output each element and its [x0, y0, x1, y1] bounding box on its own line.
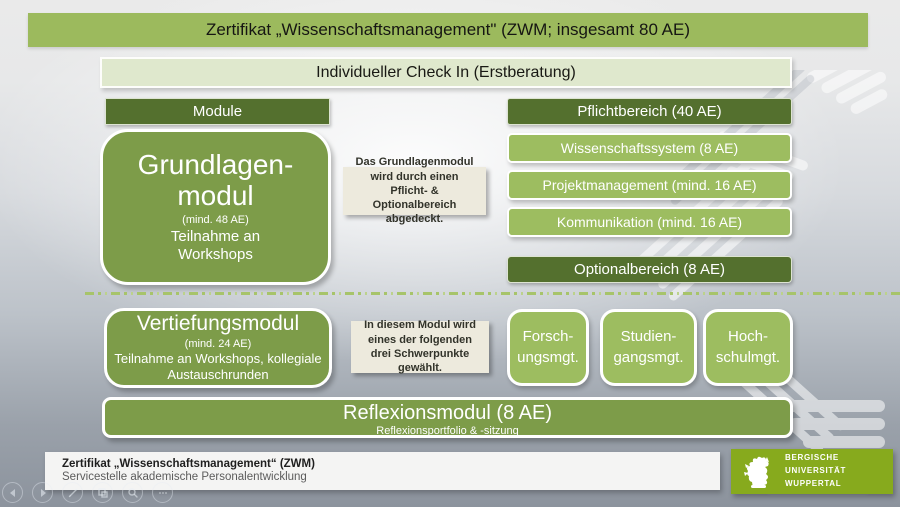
check-in-label: Individueller Check In (Erstberatung) — [316, 63, 576, 81]
reflexionsmodul-box — [102, 397, 793, 438]
pflicht-item-projektmanagement — [507, 170, 792, 200]
zoom-slide-button[interactable] — [122, 482, 143, 503]
grundlagenmodul-title-line2: modul — [177, 179, 254, 211]
schwerpunkt-label-line1: Forsch- — [522, 328, 574, 346]
pflicht-item-label: Wissenschaftssystem (8 AE) — [560, 140, 739, 156]
schwerpunkt-label-line2: gangsmgt. — [613, 348, 684, 366]
logo-line-universitaet: UNIVERSITÄT — [785, 466, 847, 476]
slide-title: Zertifikat „Wissenschaftsmanagement" (ZWM; insgesamt 80 AE) — [205, 20, 691, 39]
next-slide-button[interactable] — [32, 482, 53, 503]
arrow-right-icon — [37, 487, 49, 499]
see-all-slides-button[interactable] — [92, 482, 113, 503]
module-section-header — [105, 98, 330, 125]
vertiefungsmodul-ae-note: (mind. 24 AE) — [184, 337, 252, 350]
all-slides-icon — [97, 487, 109, 499]
pflichtbereich-header — [507, 98, 792, 125]
grundlagenmodul-box — [100, 129, 331, 285]
vertiefungsmodul-box — [104, 308, 332, 388]
magnifier-icon — [127, 487, 139, 499]
university-logo-box — [731, 449, 893, 494]
schwerpunkt-label-line1: Hoch- — [727, 328, 768, 346]
pen-tool-button[interactable] — [62, 482, 83, 503]
footer-title: Zertifikat „Wissenschaftsmanagement“ (ZWM) — [62, 458, 315, 470]
vertiefungsmodul-title: Vertiefungsmodul — [136, 311, 300, 335]
module-header-label: Module — [192, 103, 243, 120]
optionalbereich-header — [507, 256, 792, 283]
check-in-bar — [100, 57, 792, 88]
grundlagen-note-text: Das Grundlagenmodul wird durch einen Pflicht- & Optionalbereich abgedeckt. — [355, 156, 474, 226]
previous-slide-button[interactable] — [2, 482, 23, 503]
pflichtbereich-header-label: Pflichtbereich (40 AE) — [577, 103, 722, 120]
reflexionsmodul-subtitle: Reflexionsportfolio & -sitzung — [376, 425, 519, 437]
more-options-button[interactable] — [152, 482, 173, 503]
dashed-divider — [85, 292, 900, 295]
schwerpunkt-forschungsmanagement — [507, 309, 589, 386]
schwerpunkt-label-line1: Studien- — [620, 328, 677, 346]
arrow-left-icon — [7, 487, 19, 499]
logo-line-bergische: BERGISCHE — [785, 453, 839, 463]
pflicht-item-label: Kommunikation (mind. 16 AE) — [556, 214, 743, 230]
pflicht-item-label: Projektmanagement (mind. 16 AE) — [542, 177, 757, 193]
pen-icon — [67, 487, 79, 499]
optionalbereich-header-label: Optionalbereich (8 AE) — [574, 261, 725, 278]
schwerpunkt-hochschulmanagement — [703, 309, 793, 386]
university-lion-icon — [741, 454, 775, 490]
pflicht-item-wissenschaftssystem — [507, 133, 792, 163]
slideshow-toolbar — [2, 482, 173, 504]
ellipsis-icon — [157, 487, 169, 499]
vertiefung-note — [351, 321, 489, 373]
footer-subtitle: Servicestelle akademische Personalentwicklung — [62, 471, 307, 483]
pflicht-item-kommunikation — [507, 207, 792, 237]
schwerpunkt-label-line2: schulmgt. — [715, 348, 781, 366]
grundlagenmodul-ae-note: (mind. 48 AE) — [182, 213, 249, 226]
vertiefung-note-text: In diesem Modul wird eines der folgenden drei Schwerpunkte gewählt. — [364, 319, 476, 375]
slide-title-bar — [28, 13, 868, 47]
grundlagenmodul-title-line1: Grundlagen- — [137, 149, 294, 181]
university-logo-text — [785, 452, 846, 490]
vertiefungsmodul-description: Teilnahme an Workshops, kollegiale Austauschrunden — [114, 350, 322, 383]
grundlagen-note — [343, 156, 486, 226]
reflexionsmodul-title: Reflexionsmodul (8 AE) — [343, 402, 552, 424]
schwerpunkt-label-line2: ungsmgt. — [517, 348, 579, 366]
grundlagenmodul-description: Teilnahme an Workshops — [170, 227, 261, 263]
logo-line-wuppertal: WUPPERTAL — [785, 478, 842, 488]
schwerpunkt-studiengangsmanagement — [600, 309, 697, 386]
